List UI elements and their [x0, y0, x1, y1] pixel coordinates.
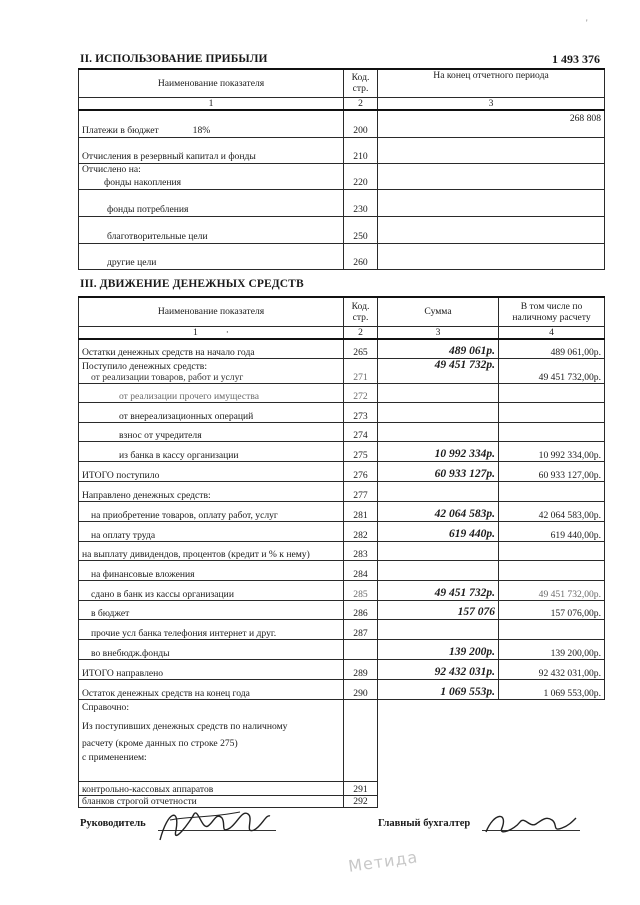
s2-row-code: 200 — [344, 110, 378, 137]
s3-row-name: Остаток денежных средств на конец года — [79, 680, 344, 700]
s3-reference-row-name: бланков строгой отчетности — [79, 796, 344, 808]
s3-row-code: 286 — [344, 601, 378, 620]
s3-row-code: 265 — [344, 339, 378, 359]
s3-reference-title: Справочно: — [82, 702, 130, 714]
s3-colnum-3: 3 — [378, 326, 499, 339]
s2-row-name: фонды потребления — [79, 189, 344, 216]
s3-row-sum — [378, 423, 499, 442]
s3-row-sum: 619 440р. — [378, 522, 499, 542]
s3-row-code — [344, 640, 378, 660]
s3-colnum-1: 1 · — [79, 326, 344, 339]
s2-row-value — [378, 216, 605, 243]
s3-row-code: 276 — [344, 462, 378, 482]
s3-row-name: взнос от учредителя — [79, 423, 344, 442]
s2-row-code: 250 — [344, 216, 378, 243]
s2-row-extra: 18% — [192, 125, 211, 137]
stamp-watermark: Метида — [347, 847, 420, 876]
s3-row-code: 290 — [344, 680, 378, 700]
s3-row-cash: 489 061,00р. — [499, 339, 605, 359]
s3-row-sum: 489 061р. — [378, 339, 499, 359]
s2-row-code: 210 — [344, 137, 378, 163]
s2-header-name: Наименование показателя — [79, 69, 344, 97]
s3-row-sum: 92 432 031р. — [378, 660, 499, 680]
s2-row-value — [378, 163, 605, 189]
s3-reference-line2: расчету (кроме данных по строке 275) — [82, 738, 238, 750]
s3-row-sum: 1 069 553р. — [378, 680, 499, 700]
s3-row-sum: 60 933 127р. — [378, 462, 499, 482]
corner-mark: ' — [586, 18, 588, 28]
s3-reference-line3: с применением: — [82, 752, 147, 764]
s3-row-code: 281 — [344, 502, 378, 522]
accountant-signature — [480, 806, 580, 840]
s3-reference-block — [79, 700, 344, 782]
s2-row-value — [378, 189, 605, 216]
s3-row-cash: 1 069 553,00р. — [499, 680, 605, 700]
s3-row-code: 285 — [344, 581, 378, 601]
s3-row-name: сдано в банк из кассы организации — [79, 581, 344, 601]
s3-row-name: ИТОГО направлено — [79, 660, 344, 680]
s3-row-sum — [378, 384, 499, 403]
s3-row-cash: 49 451 732,00р. — [499, 581, 605, 601]
s2-row-name: другие цели — [79, 243, 344, 269]
s3-row-name: на оплату труда — [79, 522, 344, 542]
s3-row-sum — [378, 403, 499, 423]
s3-row-name: на выплату дивидендов, процентов (кредит и % к нему) — [79, 542, 344, 561]
s3-row-sum — [378, 561, 499, 581]
s2-row-name: благотворительные цели — [79, 216, 344, 243]
s3-row-cash — [499, 384, 605, 403]
s3-colnum-4: 4 — [499, 326, 605, 339]
s3-row-code: 272 — [344, 384, 378, 403]
s2-row-code: 260 — [344, 243, 378, 269]
s3-row-name — [79, 359, 344, 384]
s3-header-name: Наименование показателя — [79, 297, 344, 326]
s3-row-cash: 42 064 583,00р. — [499, 502, 605, 522]
s3-row-name: в бюджет — [79, 601, 344, 620]
s3-row-code: 275 — [344, 442, 378, 462]
s3-row-cash — [499, 482, 605, 502]
s3-row-name: прочие усл банка телефония интернет и друг. — [79, 620, 344, 640]
s3-row-cash: 10 992 334,00р. — [499, 442, 605, 462]
s3-row-name: Направлено денежных средств: — [79, 482, 344, 502]
s3-row-sum: 42 064 583р. — [378, 502, 499, 522]
s3-row-sum: 10 992 334р. — [378, 442, 499, 462]
s3-row-sum: 49 451 732р. — [378, 581, 499, 601]
s3-row-cash: 49 451 732,00р. — [499, 359, 605, 384]
s3-row-sum: 157 076 — [378, 601, 499, 620]
s3-row-name: во внебюдж.фонды — [79, 640, 344, 660]
s3-row-cash — [499, 403, 605, 423]
s2-colnum-1: 1 — [79, 97, 344, 110]
s3-row-name: от внереализационных операций — [79, 403, 344, 423]
s3-header-sum: Сумма — [378, 297, 499, 326]
s2-row-value — [378, 137, 605, 163]
s3-row-name: из банка в кассу организации — [79, 442, 344, 462]
s3-row-cash — [499, 542, 605, 561]
s3-reference-row-code: 291 — [344, 782, 378, 796]
section2-amount: 1 493 376 — [552, 52, 600, 66]
s3-row-cash: 157 076,00р. — [499, 601, 605, 620]
s3-row-code: 277 — [344, 482, 378, 502]
s3-row-name: на приобретение товаров, оплату работ, услуг — [79, 502, 344, 522]
s2-colnum-3: 3 — [378, 97, 605, 110]
s3-row-name: Остатки денежных средств на начало года — [79, 339, 344, 359]
section3-title: III. ДВИЖЕНИЕ ДЕНЕЖНЫХ СРЕДСТВ — [80, 278, 304, 290]
s3-row-sum — [378, 620, 499, 640]
s2-row-sub: фонды накопления — [104, 177, 182, 189]
s3-row-sum — [378, 542, 499, 561]
s2-colnum-2: 2 — [344, 97, 378, 110]
s3-row-cash — [499, 561, 605, 581]
s3-row-cash — [499, 620, 605, 640]
s3-row-code: 284 — [344, 561, 378, 581]
accountant-label: Главный бухгалтер — [378, 818, 471, 829]
s3-row-code: 282 — [344, 522, 378, 542]
s2-row-name — [79, 163, 344, 189]
s3-row-code: 274 — [344, 423, 378, 442]
s3-reference-line1: Из поступивших денежных средств по наличному — [82, 721, 288, 733]
s3-header-cash: В том числе по наличному расчету — [499, 297, 605, 326]
s3-row-code: 283 — [344, 542, 378, 561]
s3-row-cash: 139 200,00р. — [499, 640, 605, 660]
s2-row-value — [378, 243, 605, 269]
s2-row-name: Платежи в бюджет 18% — [79, 110, 344, 137]
s2-row-heading: Отчислено на: — [82, 163, 141, 175]
s3-row-cash: 92 432 031,00р. — [499, 660, 605, 680]
section2-title: II. ИСПОЛЬЗОВАНИЕ ПРИБЫЛИ — [80, 53, 268, 65]
s2-row-name: Отчисления в резервный капитал и фонды — [79, 137, 344, 163]
s3-row-sum: 139 200р. — [378, 640, 499, 660]
s2-row-code: 230 — [344, 189, 378, 216]
s3-row-name: от реализации прочего имущества — [79, 384, 344, 403]
s3-row-code: 273 — [344, 403, 378, 423]
s3-row-code: 271 — [344, 359, 378, 384]
s2-row-value: 268 808 — [378, 110, 605, 137]
s3-row-name: на финансовые вложения — [79, 561, 344, 581]
s3-row-cash: 619 440,00р. — [499, 522, 605, 542]
director-signature — [150, 800, 280, 850]
s2-row-code: 220 — [344, 163, 378, 189]
s3-row-sum: 49 451 732р. — [378, 359, 499, 384]
s2-header-code: Код. стр. — [344, 69, 378, 97]
s3-row-heading: Поступило денежных средств: — [82, 360, 207, 372]
s3-row-sub: от реализации товаров, работ и услуг — [91, 372, 244, 383]
s2-header-period: На конец отчетного периода — [378, 69, 605, 97]
s3-colnum-2: 2 — [344, 326, 378, 339]
s3-reference-row-name: контрольно-кассовых аппаратов — [79, 782, 344, 796]
s3-row-sum — [378, 482, 499, 502]
s3-row-code: 289 — [344, 660, 378, 680]
s3-row-code: 287 — [344, 620, 378, 640]
s3-row-name: ИТОГО поступило — [79, 462, 344, 482]
section2-table — [78, 68, 605, 270]
section3-table — [78, 296, 605, 808]
s3-row-cash — [499, 423, 605, 442]
director-label: Руководитель — [80, 818, 146, 829]
s3-row-cash: 60 933 127,00р. — [499, 462, 605, 482]
s3-reference-row-code: 292 — [344, 796, 378, 808]
s3-header-code: Код. стр. — [344, 297, 378, 326]
